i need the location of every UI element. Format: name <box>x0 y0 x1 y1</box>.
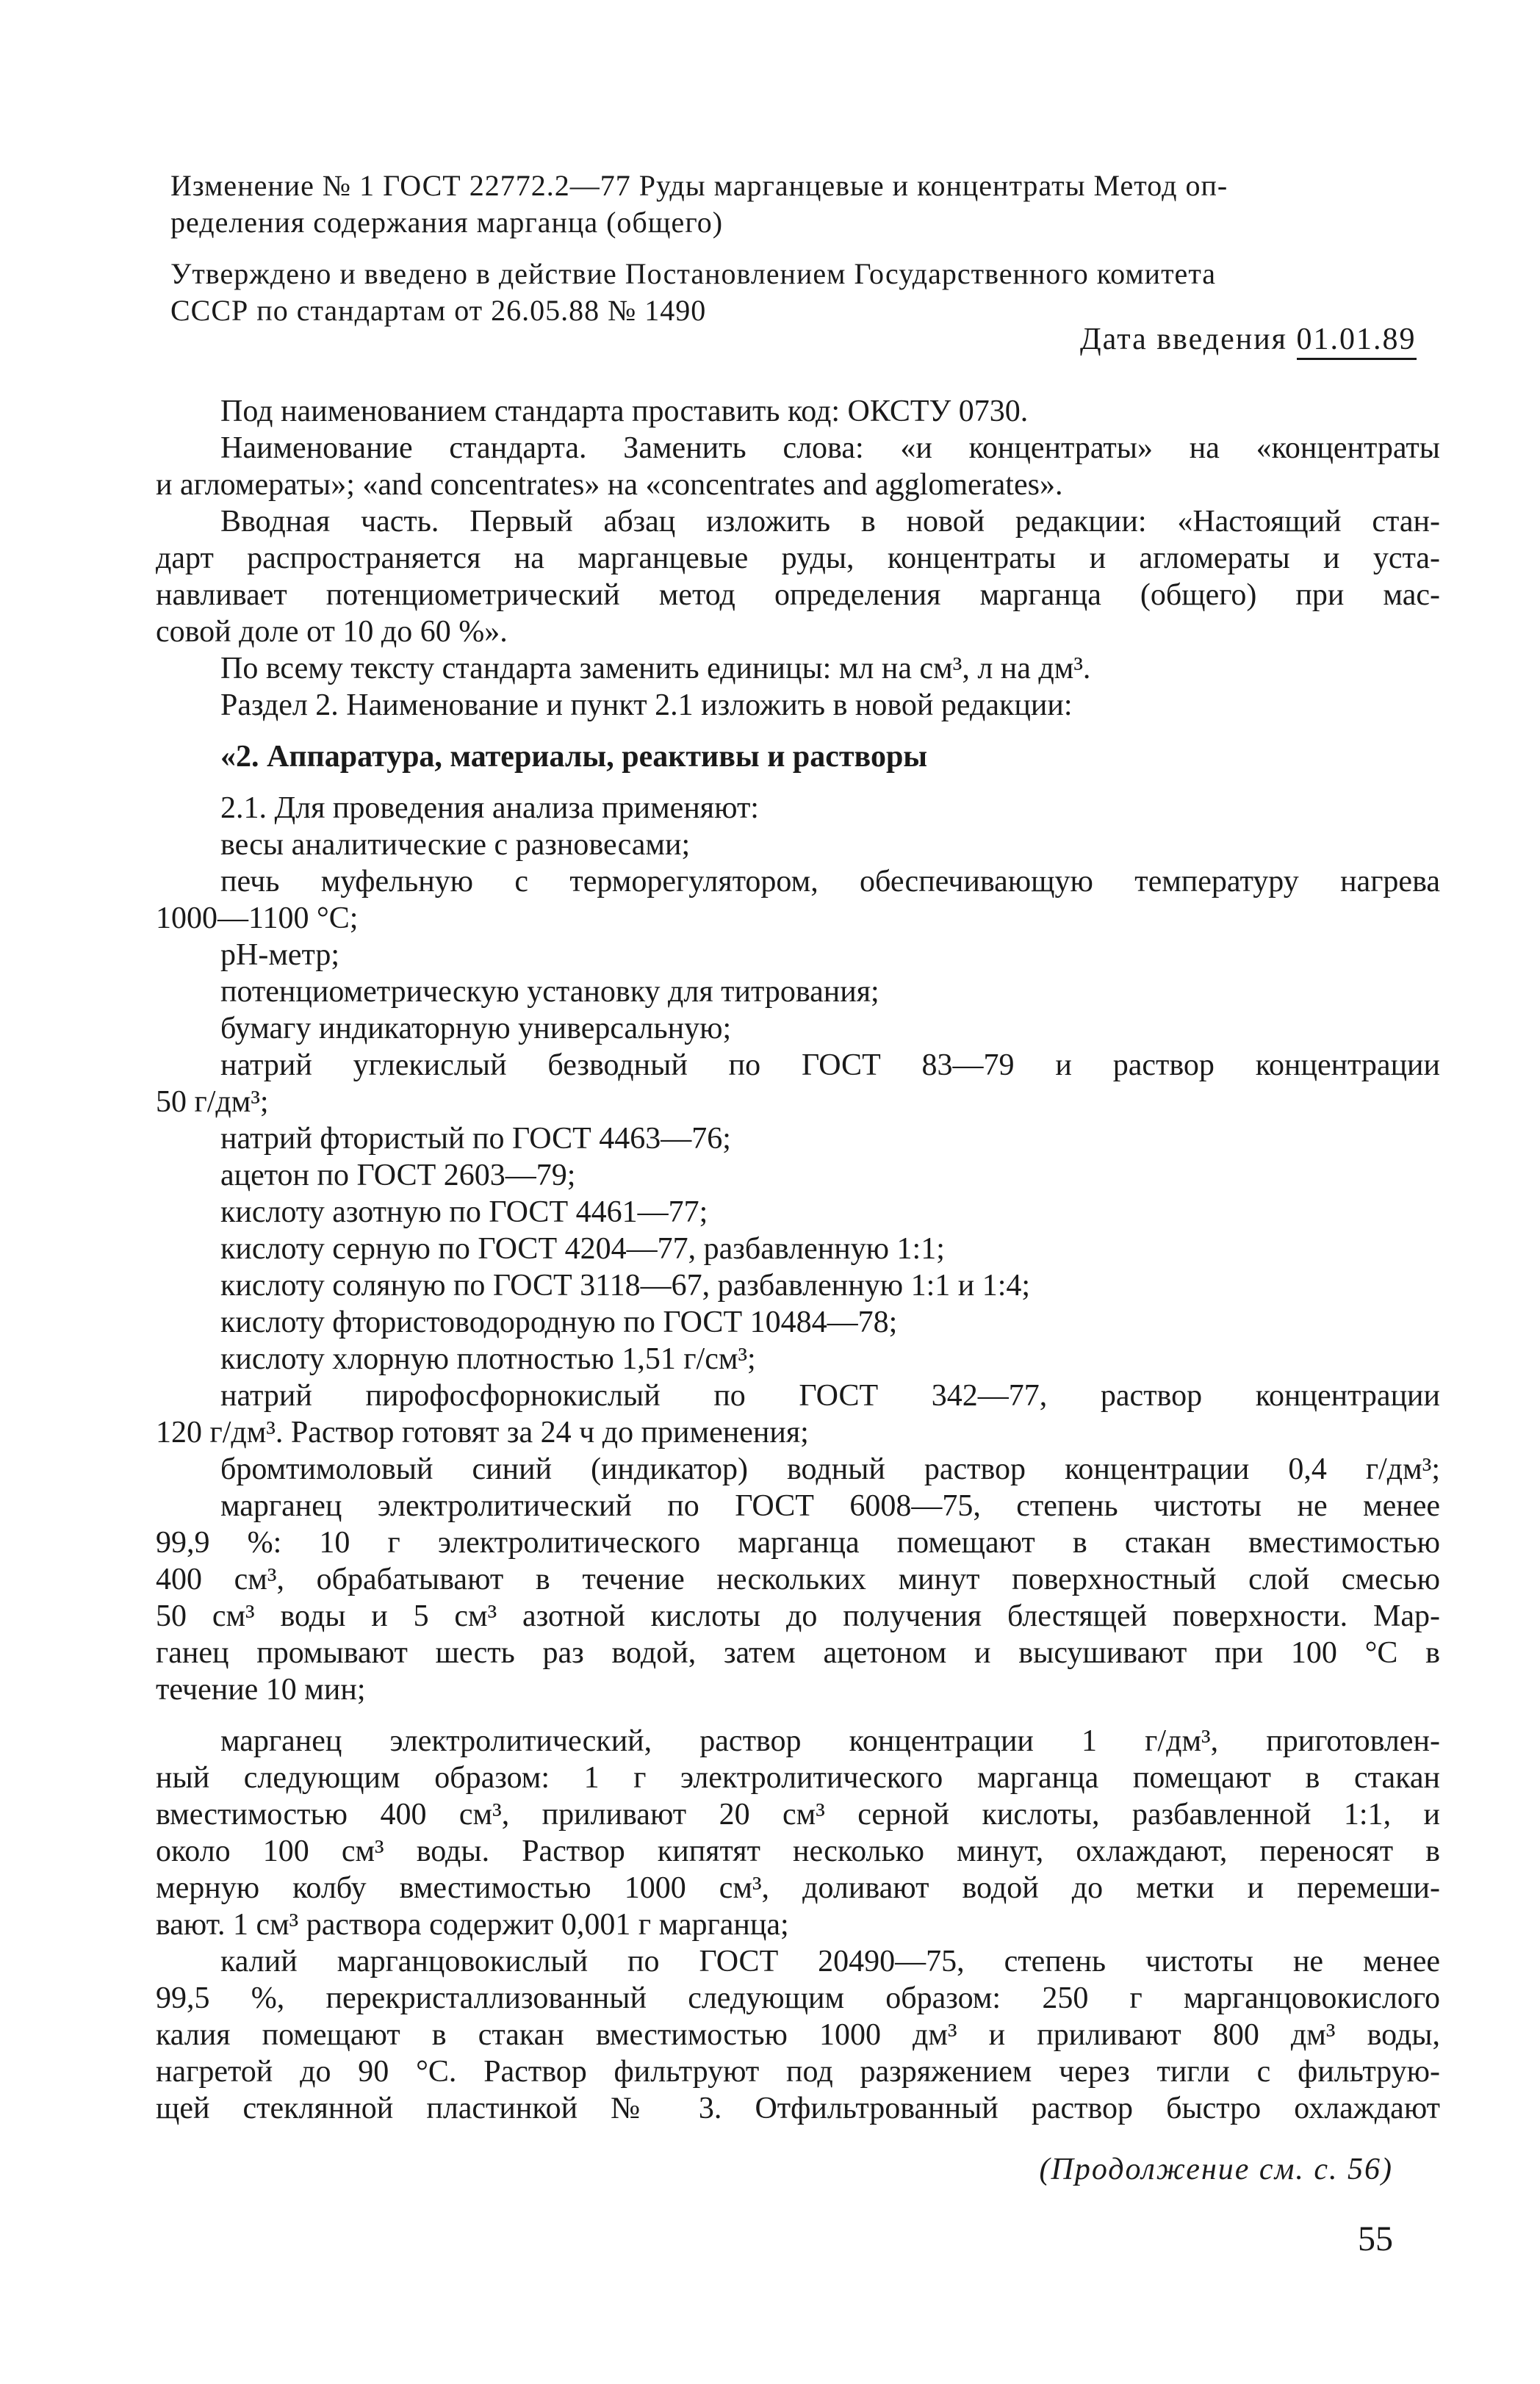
intro-line: навливает потенциометрический метод определения марганца (общего) при мас- <box>156 578 1440 612</box>
body-line: кислоту фтористоводородную по ГОСТ 10484—78; <box>220 1306 898 1339</box>
body-line: кислоту азотную по ГОСТ 4461—77; <box>220 1195 708 1229</box>
body-line: калий марганцовокислый по ГОСТ 20490—75, степень чистоты не менее <box>220 1945 1440 1978</box>
continuation-note: (Продолжение см. с. 56) <box>1039 2153 1393 2186</box>
body-line: 99,9 %: 10 г электролитического марганца помещают в стакан вместимостью <box>156 1526 1440 1560</box>
intro-line: Раздел 2. Наименование и пункт 2.1 изложить в новой редакции: <box>220 688 1073 722</box>
body-line: ный следующим образом: 1 г электролитического марганца помещают в стакан <box>156 1761 1440 1795</box>
intro-line: Вводная часть. Первый абзац изложить в новой редакции: «Настоящий стан- <box>220 505 1440 539</box>
body-line: марганец электролитический, раствор концентрации 1 г/дм³, приготовлен- <box>220 1724 1440 1758</box>
intro-line: Наименование стандарта. Заменить слова: «и концентраты» на «концентраты <box>220 431 1440 465</box>
body-line: мерную колбу вместимостью 1000 см³, доливают водой до метки и перемеши- <box>156 1871 1440 1905</box>
body-line: вместимостью 400 см³, приливают 20 см³ серной кислоты, разбавленной 1:1, и <box>156 1798 1440 1832</box>
body-line: 2.1. Для проведения анализа применяют: <box>220 791 759 825</box>
change-header-line-2: ределения содержания марганца (общего) <box>170 206 724 239</box>
body-line: 50 см³ воды и 5 см³ азотной кислоты до получения блестящей поверхности. Мар- <box>156 1599 1440 1633</box>
intro-line: совой доле от 10 до 60 %». <box>156 615 508 649</box>
intro-line: дарт распространяется на марганцевые руды, концентраты и агломераты и уста- <box>156 541 1440 575</box>
body-line: вают. 1 см³ раствора содержит 0,001 г марганца; <box>156 1908 789 1942</box>
change-header-line-1: Изменение № 1 ГОСТ 22772.2—77 Руды марганцевые и концентраты Метод оп- <box>170 169 1228 202</box>
approval-line-1: Утверждено и введено в действие Постановлением Государственного комитета <box>170 257 1217 290</box>
body-line: 120 г/дм³. Раствор готовят за 24 ч до применения; <box>156 1416 809 1450</box>
body-line: натрий углекислый безводный по ГОСТ 83—79 и раствор концентрации <box>220 1048 1440 1082</box>
body-line: нагретой до 90 °С. Раствор фильтруют под разряжением через тигли с фильтрую- <box>156 2055 1440 2089</box>
page-number: 55 <box>1358 2219 1393 2258</box>
section-title: «2. Аппаратура, материалы, реактивы и растворы <box>220 740 928 774</box>
body-line: потенциометрическую установку для титрования; <box>220 975 879 1009</box>
effective-date-label: Дата введения <box>1080 323 1297 356</box>
effective-date-value: 01.01.89 <box>1297 323 1417 360</box>
intro-line: и агломераты»; «and concentrates» на «concentrates and agglomerates». <box>156 468 1063 502</box>
body-line: кислоту серную по ГОСТ 4204—77, разбавленную 1:1; <box>220 1232 945 1266</box>
body-line: марганец электролитический по ГОСТ 6008—75, степень чистоты не менее <box>220 1489 1440 1523</box>
intro-line: По всему тексту стандарта заменить единицы: мл на см³, л на дм³. <box>220 652 1091 685</box>
body-line: течение 10 мин; <box>156 1673 366 1707</box>
body-line: натрий фтористый по ГОСТ 4463—76; <box>220 1122 731 1156</box>
intro-line: Под наименованием стандарта проставить код: ОКСТУ 0730. <box>220 395 1029 428</box>
body-line: натрий пирофосфорнокислый по ГОСТ 342—77, раствор концентрации <box>220 1379 1440 1413</box>
body-line: 400 см³, обрабатывают в течение нескольких минут поверхностный слой смесью <box>156 1563 1440 1596</box>
body-line: ацетон по ГОСТ 2603—79; <box>220 1159 576 1192</box>
body-line: рН-метр; <box>220 938 340 972</box>
body-line: 50 г/дм³; <box>156 1085 269 1119</box>
body-line: калия помещают в стакан вместимостью 1000 дм³ и приливают 800 дм³ воды, <box>156 2018 1440 2052</box>
body-line: бромтимоловый синий (индикатор) водный раствор концентрации 0,4 г/дм³; <box>220 1452 1440 1486</box>
body-line: 99,5 %, перекристаллизованный следующим образом: 250 г марганцовокислого <box>156 1981 1440 2015</box>
body-line: печь муфельную с терморегулятором, обеспечивающую температуру нагрева <box>220 865 1440 898</box>
body-line: ганец промывают шесть раз водой, затем ацетоном и высушивают при 100 °С в <box>156 1636 1440 1670</box>
effective-date <box>1080 322 1417 357</box>
approval-line-2: СССР по стандартам от 26.05.88 № 1490 <box>170 294 707 327</box>
body-line: кислоту хлорную плотностью 1,51 г/см³; <box>220 1342 756 1376</box>
body-line: щей стеклянной пластинкой № 3. Отфильтрованный раствор быстро охлаждают <box>156 2092 1440 2125</box>
body-line: кислоту соляную по ГОСТ 3118—67, разбавленную 1:1 и 1:4; <box>220 1269 1031 1303</box>
body-line: бумагу индикаторную универсальную; <box>220 1012 732 1045</box>
body-line: около 100 см³ воды. Раствор кипятят несколько минут, охлаждают, переносят в <box>156 1834 1440 1868</box>
body-line: весы аналитические с разновесами; <box>220 828 691 862</box>
body-line: 1000—1100 °С; <box>156 901 359 935</box>
